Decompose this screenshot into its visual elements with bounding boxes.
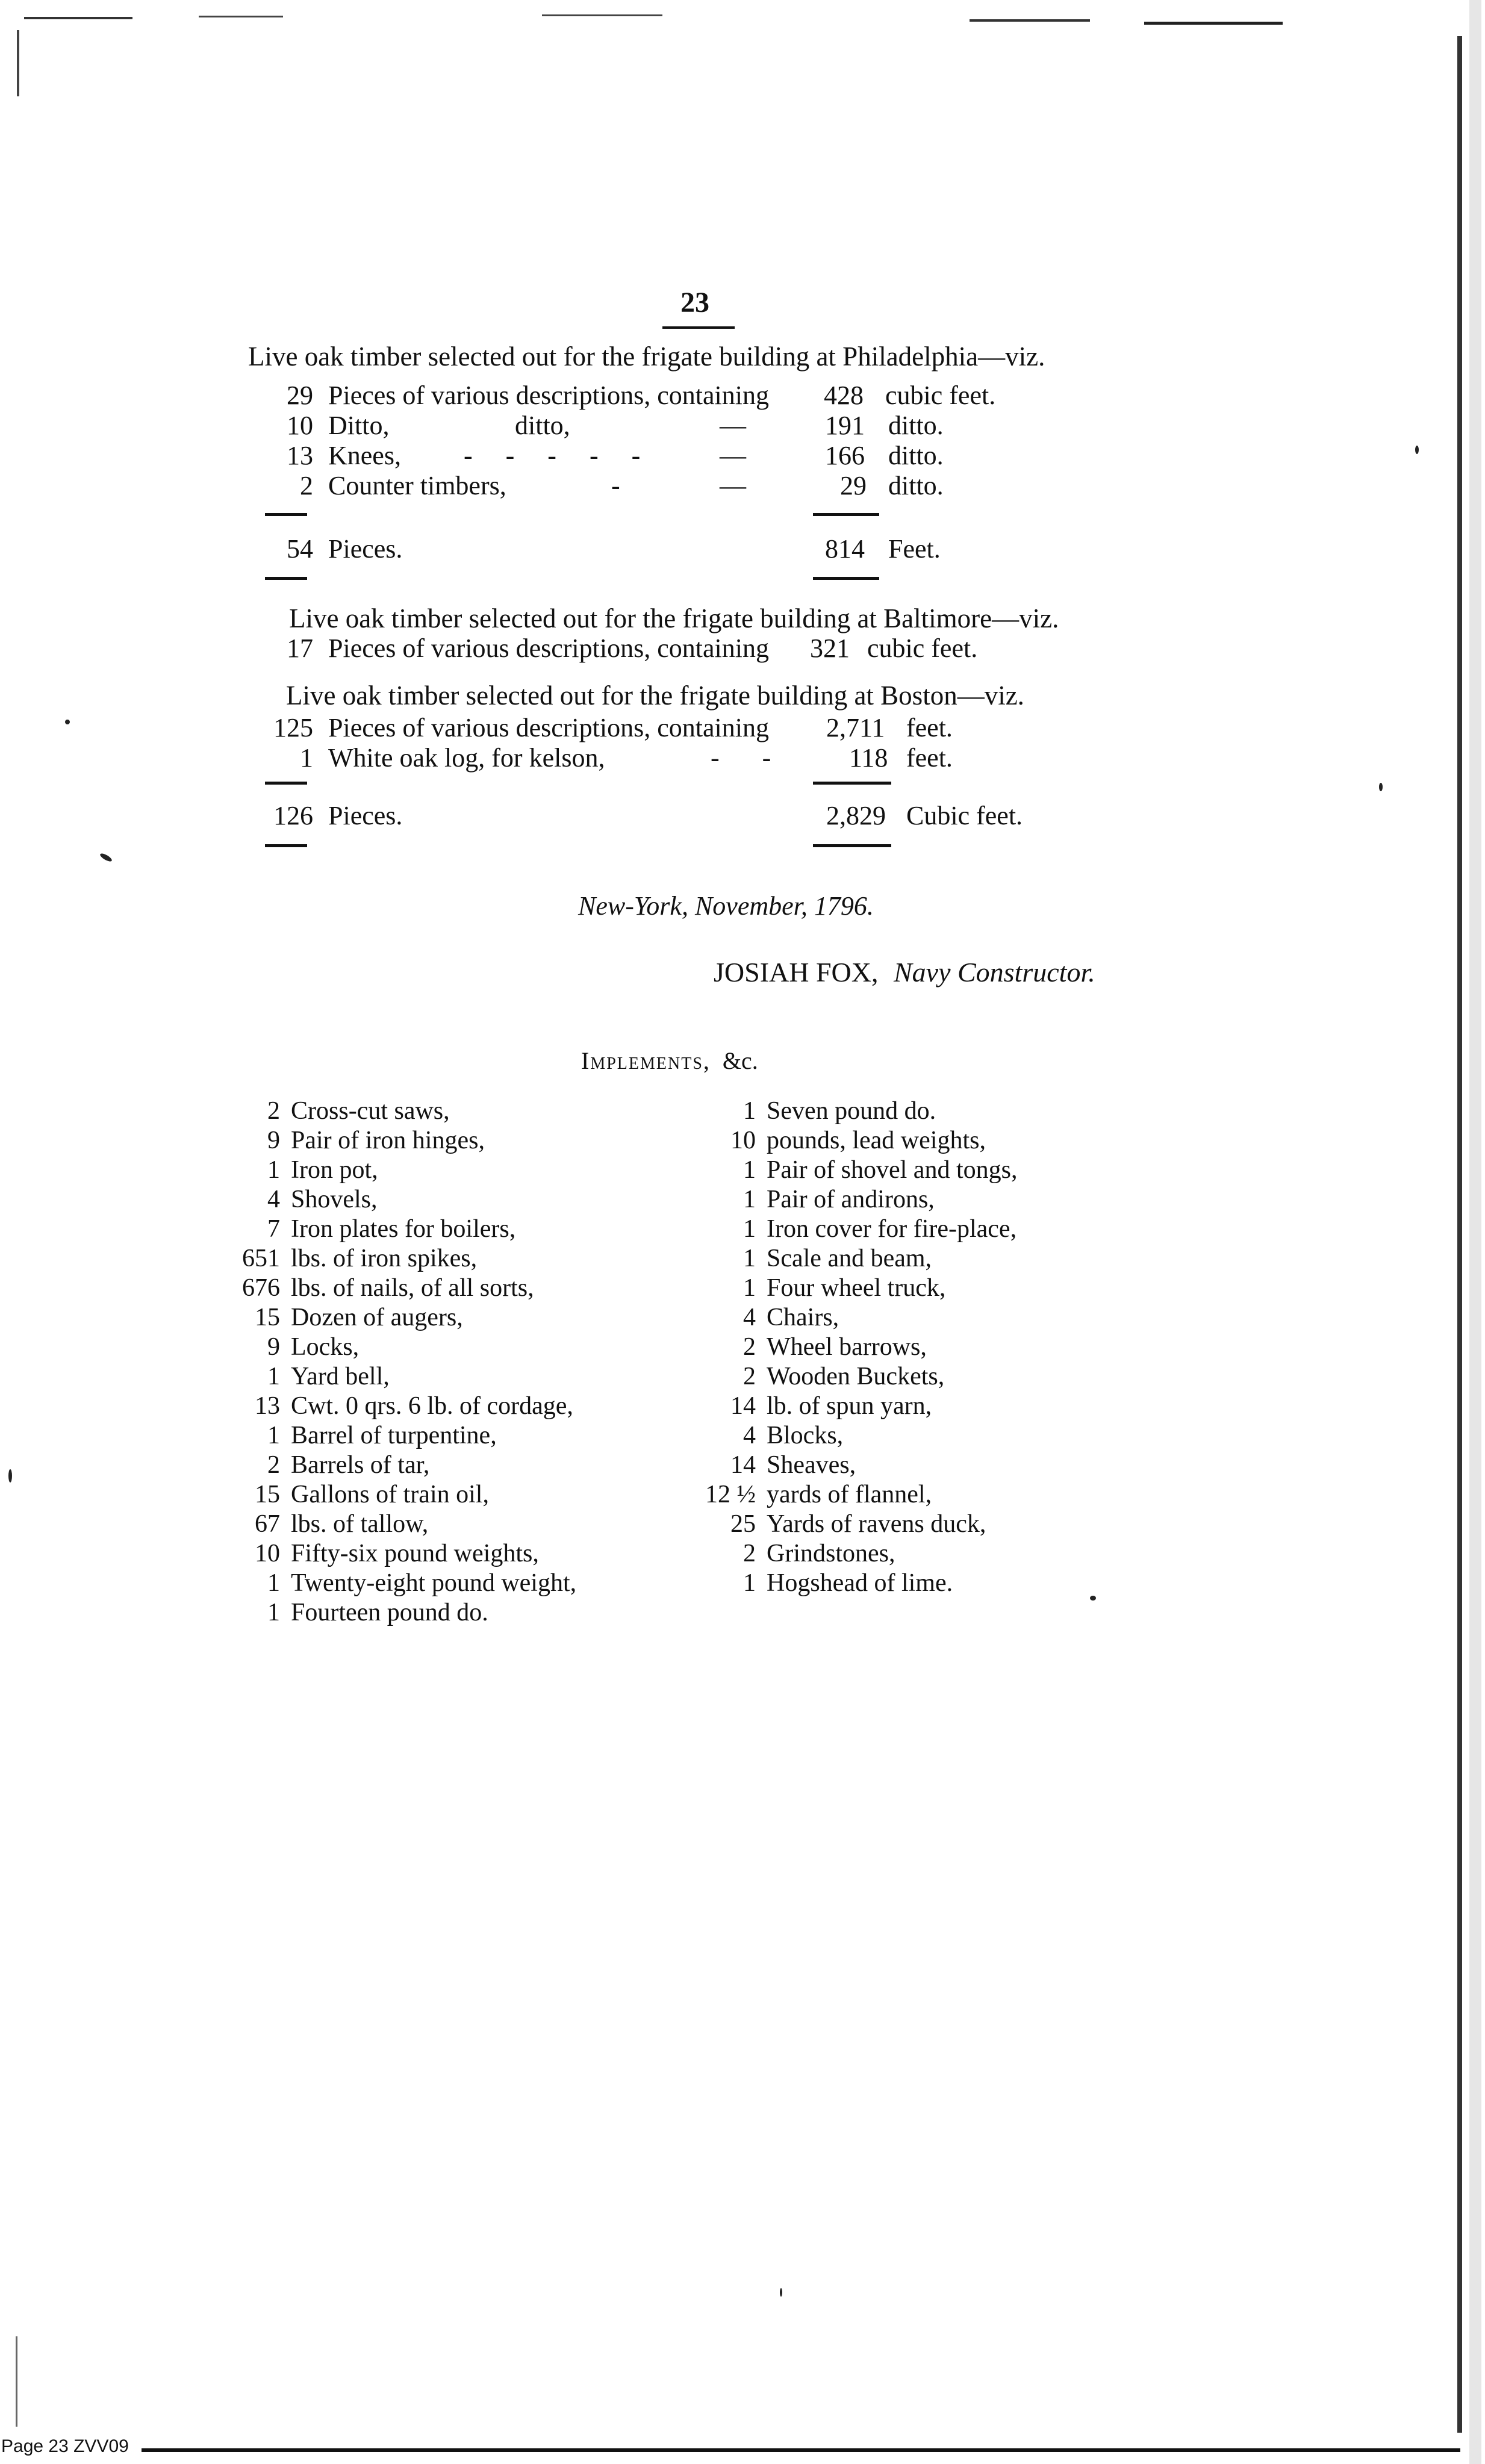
implements-heading [581,1047,758,1075]
implement-qty: 2 [267,1097,280,1125]
desc: Pieces of various descriptions, containing [328,713,769,742]
implement-item: Locks, [291,1333,360,1361]
desc: Pieces of various descriptions, containing [328,633,769,663]
page-number: 23 [680,287,709,319]
implement-qty: 651 [242,1245,280,1272]
implement-qty: 15 [255,1304,280,1331]
right-edge-shadow [1457,36,1462,2433]
implement-item: Scale and beam, [767,1245,932,1272]
implement-item: Hogshead of lime. [767,1569,953,1597]
signature-line [714,956,1095,989]
implement-qty: 1 [267,1422,280,1449]
qty: 1 [300,743,313,773]
implement-qty: 10 [730,1127,756,1154]
implement-row [226,1302,463,1333]
boston-row-2-mid: - - [711,743,789,773]
qty: 29 [287,381,313,410]
boston-total-rule-left [265,844,307,847]
phila-row-2-unit: ditto. [888,411,944,440]
implement-qty: 25 [730,1510,756,1538]
implement-row [226,1509,428,1539]
left-edge-mark [17,30,19,96]
implement-item: Blocks, [767,1422,844,1449]
phila-total [259,533,402,565]
implement-row [677,1361,944,1392]
qty: 54 [287,534,313,564]
implement-row [226,1450,429,1480]
implement-row [677,1096,936,1126]
signature-name: JOSIAH FOX, [714,957,879,988]
implement-qty: 4 [743,1304,756,1331]
implement-row [677,1391,932,1421]
phila-row-4-amount: 29 [840,471,867,500]
implement-row [226,1568,576,1598]
implement-row [677,1479,932,1510]
phila-row-3-dash: — [720,441,746,470]
desc: Ditto, [328,411,390,440]
implement-qty: 2 [267,1451,280,1479]
right-edge-shadow [1469,0,1481,2464]
boston-heading: Live oak timber selected out for the frigate building at Boston—viz. [286,680,1024,711]
phila-total-rule-left [265,577,307,580]
phila-rule-left [265,513,307,516]
implement-item: Cwt. 0 qrs. 6 lb. of cordage, [291,1392,573,1420]
implement-item: Wheel barrows, [767,1333,927,1361]
implement-qty: 1 [267,1156,280,1184]
implement-item: lb. of spun yarn, [767,1392,932,1420]
boston-total-amount: 2,829 [826,801,886,830]
implement-qty: 2 [743,1333,756,1361]
desc: Pieces of various descriptions, containing [328,381,769,410]
phila-row-2 [259,409,389,442]
desc: Counter timbers, [328,471,506,500]
implement-row [226,1538,539,1569]
implement-row [677,1243,932,1274]
implement-item: Yard bell, [291,1363,390,1390]
desc: Pieces. [328,534,403,564]
scan-speck [99,852,113,863]
implement-row [226,1361,390,1392]
implement-qty: 12 ½ [705,1481,756,1508]
implements-heading-tail: &c. [722,1047,758,1074]
boston-rule-right [813,782,891,785]
implement-qty: 13 [255,1392,280,1420]
qty: 17 [287,633,313,663]
implement-row [226,1096,450,1126]
implement-item: Cross-cut saws, [291,1097,450,1125]
implement-row [226,1184,378,1215]
phila-row-4-dash: — [720,471,746,500]
phila-row-4-mid: - [611,471,620,500]
implement-qty: 7 [267,1215,280,1243]
implement-item: pounds, lead weights, [767,1127,986,1154]
phila-row-2-dash: — [720,411,746,440]
phila-row-1 [259,379,769,412]
phila-row-4 [259,470,506,502]
qty: 125 [273,713,313,742]
boston-total-rule-right [813,844,891,847]
phila-row-1-unit: cubic feet. [885,381,996,410]
implement-row [226,1155,378,1185]
implement-row [226,1332,359,1362]
implement-item: Fourteen pound do. [291,1599,488,1626]
phila-row-3-amount: 166 [825,441,865,470]
phila-total-unit: Feet. [888,534,941,564]
phila-row-1-amount: 428 [824,381,864,410]
qty: 126 [273,801,313,830]
top-border-mark [24,17,132,19]
implement-item: lbs. of tallow, [291,1510,429,1538]
implement-item: Iron pot, [291,1156,378,1184]
implement-row [677,1184,935,1215]
boston-row-1-amount: 2,711 [826,713,885,742]
top-border-mark [199,16,283,17]
implement-item: Shovels, [291,1186,378,1213]
scan-speck [1415,446,1419,454]
implement-qty: 4 [267,1186,280,1213]
implement-row [226,1598,488,1628]
top-border-mark [542,14,662,16]
qty: 10 [287,411,313,440]
signature-title: Navy Constructor. [893,957,1095,988]
implement-item: Yards of ravens duck, [767,1510,986,1538]
page-footer: Page 23 ZVV09 [1,2436,129,2456]
implement-qty: 1 [743,1156,756,1184]
boston-row-1-unit: feet. [906,713,953,742]
implement-item: Pair of andirons, [767,1186,935,1213]
implement-qty: 1 [267,1569,280,1597]
phila-row-2-amount: 191 [825,411,865,440]
implement-qty: 1 [743,1215,756,1243]
implement-item: Dozen of augers, [291,1304,463,1331]
boston-row-2 [259,742,605,774]
implement-row [226,1273,534,1303]
qty: 13 [287,441,313,470]
implement-row [677,1214,1016,1244]
boston-row-2-amount: 118 [849,743,888,773]
implement-qty: 15 [255,1481,280,1508]
implement-item: Twenty-eight pound weight, [291,1569,577,1597]
implement-qty: 1 [267,1599,280,1626]
philadelphia-heading: Live oak timber selected out for the frigate building at Philadelphia—viz. [248,341,1045,372]
top-border-mark [970,19,1090,22]
phila-rule-right [813,513,879,516]
implement-row [677,1420,843,1451]
implement-item: Pair of shovel and tongs, [767,1156,1018,1184]
phila-row-3-mid: - - - - - [464,441,654,470]
implement-row [677,1302,839,1333]
implement-row [226,1479,489,1510]
implement-item: Barrel of turpentine, [291,1422,497,1449]
implement-item: Sheaves, [767,1451,856,1479]
left-edge-mark [16,2336,17,2427]
boston-total-unit: Cubic feet. [906,801,1023,830]
implement-row [226,1214,515,1244]
implement-qty: 1 [743,1245,756,1272]
implement-item: yards of flannel, [767,1481,932,1508]
implement-qty: 1 [743,1097,756,1125]
implement-row [226,1391,573,1421]
implement-qty: 14 [730,1451,756,1479]
desc: Knees, [328,441,401,470]
implement-qty: 67 [255,1510,280,1538]
baltimore-unit: cubic feet. [867,633,978,663]
dateline: New-York, November, 1796. [578,891,874,921]
phila-row-2-mid: ditto, [515,411,570,440]
implement-qty: 9 [267,1127,280,1154]
implement-item: Wooden Buckets, [767,1363,945,1390]
phila-row-3-unit: ditto. [888,441,944,470]
implement-item: Grindstones, [767,1540,895,1567]
implement-row [226,1243,477,1274]
implement-item: Gallons of train oil, [291,1481,489,1508]
desc: Pieces. [328,801,403,830]
implement-item: lbs. of iron spikes, [291,1245,478,1272]
boston-total [259,800,402,832]
implement-item: lbs. of nails, of all sorts, [291,1274,534,1302]
scan-speck [8,1469,12,1482]
scan-speck [65,720,70,724]
implement-qty: 1 [743,1274,756,1302]
implement-qty: 1 [267,1363,280,1390]
phila-row-4-unit: ditto. [888,471,944,500]
implement-row [677,1450,856,1480]
implement-qty: 10 [255,1540,280,1567]
implement-item: Pair of iron hinges, [291,1127,485,1154]
qty: 2 [300,471,313,500]
phila-total-rule-right [813,577,879,580]
baltimore-amount: 321 [810,633,850,663]
desc: White oak log, for kelson, [328,743,605,773]
implement-row [226,1420,497,1451]
baltimore-heading: Live oak timber selected out for the frigate building at Baltimore—viz. [289,603,1059,633]
implement-item: Barrels of tar, [291,1451,430,1479]
implement-qty: 14 [730,1392,756,1420]
implement-qty: 2 [743,1363,756,1390]
implement-row [677,1155,1017,1185]
page-number-underline [662,326,735,329]
implement-qty: 676 [242,1274,280,1302]
footer-rule [142,2448,1460,2452]
baltimore-row [259,632,769,665]
implement-item: Iron cover for fire-place, [767,1215,1017,1243]
implements-heading-main: Implements, [581,1047,711,1074]
boston-row-2-unit: feet. [906,743,953,773]
phila-total-amount: 814 [825,534,865,564]
implement-row [677,1538,895,1569]
implement-row [226,1125,485,1156]
implement-qty: 9 [267,1333,280,1361]
top-border-mark [1144,22,1283,25]
implement-row [677,1125,986,1156]
implement-item: Four wheel truck, [767,1274,946,1302]
implement-row [677,1568,953,1598]
implement-qty: 1 [743,1186,756,1213]
implement-qty: 4 [743,1422,756,1449]
phila-row-3 [259,440,401,472]
boston-rule-left [265,782,307,785]
boston-row-1 [259,712,769,744]
implement-item: Seven pound do. [767,1097,936,1125]
scan-speck [1090,1596,1096,1601]
implement-row [677,1273,945,1303]
implement-item: Chairs, [767,1304,839,1331]
implement-qty: 1 [743,1569,756,1597]
implement-item: Iron plates for boilers, [291,1215,516,1243]
implement-qty: 2 [743,1540,756,1567]
scan-speck [780,2288,782,2297]
implement-row [677,1332,927,1362]
scan-speck [1379,783,1383,791]
implement-row [677,1509,986,1539]
implement-item: Fifty-six pound weights, [291,1540,539,1567]
